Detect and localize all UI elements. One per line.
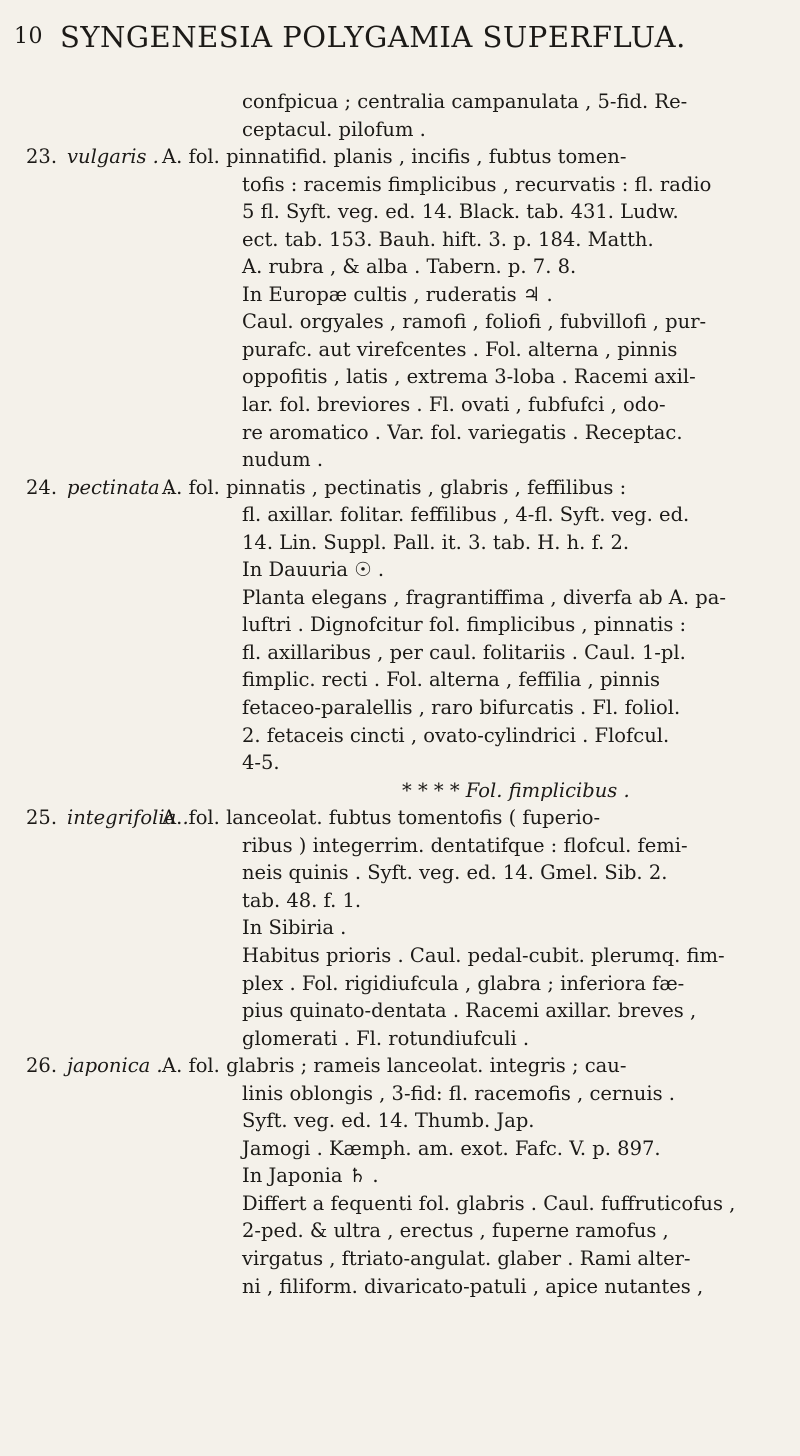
line-text: pius quinato-dentata . Racemi axillar. breves ,: [242, 999, 697, 1023]
text-line: [0, 556, 800, 584]
line-text: Planta elegans , fragrantiffima , diverfa ab A. pa-: [242, 585, 726, 609]
species-entry-line: [0, 143, 800, 171]
species-epithet: vulgaris .: [67, 145, 159, 169]
line-text: linis oblongis , 3-fid: fl. racemofis , cernuis .: [242, 1081, 675, 1105]
text-line: [0, 1245, 800, 1273]
line-text: tofis : racemis fimplicibus , recurvatis : fl. radio: [242, 172, 712, 196]
text-line: [0, 1190, 800, 1218]
line-text: Jamogi . Kæmph. am. exot. Fafc. V. p. 897.: [242, 1136, 661, 1160]
line-text: In Japonia ♄ .: [242, 1164, 379, 1188]
line-text: tab. 48. f. 1.: [242, 888, 362, 912]
page-number: 10: [14, 24, 43, 49]
text-line: [0, 419, 800, 447]
line-text: fimplic. recti . Fol. alterna , feffilia , pinnis: [242, 668, 661, 692]
line-text: Habitus prioris . Caul. pedal-cubit. plerumq. fim-: [242, 943, 725, 967]
line-text: re aromatico . Var. fol. variegatis . Receptac.: [242, 420, 683, 444]
text-line: [0, 446, 800, 474]
species-number: 26.: [26, 1054, 58, 1078]
text-line: [0, 970, 800, 998]
species-number: 24.: [26, 475, 58, 499]
line-text: A. fol. lanceolat. fubtus tomentofis ( fuperio-: [162, 806, 601, 830]
text-line: [0, 1217, 800, 1245]
text-line: [0, 116, 800, 144]
species-entry-line: [0, 1052, 800, 1080]
text-line: [0, 1162, 800, 1190]
species-epithet: japonica .: [67, 1054, 163, 1078]
text-line: [0, 584, 800, 612]
text-line: [0, 887, 800, 915]
text-line: [0, 832, 800, 860]
text-line: [0, 1107, 800, 1135]
text-line: [0, 777, 800, 805]
species-epithet: integrifolia .: [67, 806, 189, 830]
line-text: nudum .: [242, 448, 324, 472]
line-text: fl. axillar. folitar. feffilibus , 4-fl. Syft. veg. ed.: [242, 503, 690, 527]
line-text: fetaceo-paralellis , raro bifurcatis . Fl. foliol.: [242, 696, 681, 720]
line-text: Syft. veg. ed. 14. Thumb. Jap.: [242, 1109, 535, 1133]
line-text: * * * * Fol. fimplicibus .: [402, 778, 630, 802]
text-line: [0, 1135, 800, 1163]
text-line: [0, 666, 800, 694]
text-line: [0, 171, 800, 199]
line-text: plex . Fol. rigidiufcula , glabra ; inferiora fæ-: [242, 971, 685, 995]
line-text: oppofitis , latis , extrema 3-loba . Racemi axil-: [242, 365, 696, 389]
line-text: A. fol. glabris ; rameis lanceolat. integris ; cau-: [162, 1054, 627, 1078]
running-header: [14, 6, 774, 66]
line-text: neis quinis . Syft. veg. ed. 14. Gmel. Sib. 2.: [242, 861, 668, 885]
line-text: 2-ped. & ultra , erectus , fuperne ramofus ,: [242, 1219, 669, 1243]
species-entry-line: [0, 804, 800, 832]
text-line: [0, 1080, 800, 1108]
line-text: luftri . Dignofcitur fol. fimplicibus , pinnatis :: [242, 613, 687, 637]
species-epithet: pectinata .: [67, 475, 173, 499]
line-text: In Europæ cultis , ruderatis ♃ .: [242, 282, 553, 306]
text-line: [0, 1273, 800, 1301]
text-line: [0, 997, 800, 1025]
line-text: Caul. orgyales , ramofi , foliofi , fubvillofi , pur-: [242, 310, 707, 334]
text-line: [0, 308, 800, 336]
line-text: virgatus , ftriato-angulat. glaber . Rami alter-: [242, 1246, 691, 1270]
text-line: [0, 281, 800, 309]
line-text: A. fol. pinnatis , pectinatis , glabris , feffilibus :: [162, 475, 627, 499]
line-text: ect. tab. 153. Bauh. hift. 3. p. 184. Matth.: [242, 227, 654, 251]
text-line: [0, 198, 800, 226]
line-text: 5 fl. Syft. veg. ed. 14. Black. tab. 431. Ludw.: [242, 200, 679, 224]
text-line: [0, 501, 800, 529]
text-line: [0, 88, 800, 116]
text-line: [0, 639, 800, 667]
text-line: [0, 722, 800, 750]
text-line: [0, 1025, 800, 1053]
text-line: [0, 942, 800, 970]
line-text: glomerati . Fl. rotundiufculi .: [242, 1026, 530, 1050]
line-text: ni , filiform. divaricato-patuli , apice nutantes ,: [242, 1274, 704, 1298]
text-line: [0, 611, 800, 639]
text-line: [0, 859, 800, 887]
species-number: 25.: [26, 806, 58, 830]
line-text: 2. fetaceis cincti , ovato-cylindrici . Flofcul.: [242, 723, 670, 747]
text-line: [0, 363, 800, 391]
line-text: 14. Lin. Suppl. Pall. it. 3. tab. H. h. f. 2.: [242, 530, 630, 554]
line-text: 4-5.: [242, 751, 280, 775]
text-line: [0, 226, 800, 254]
text-line: [0, 914, 800, 942]
line-text: lar. fol. breviores . Fl. ovati , fubfufci , odo-: [242, 393, 666, 417]
line-text: Differt a fequenti fol. glabris . Caul. fuffruticofus ,: [242, 1191, 736, 1215]
species-number: 23.: [26, 145, 58, 169]
text-line: [0, 694, 800, 722]
running-title: SYNGENESIA POLYGAMIA SUPERFLUA.: [60, 20, 686, 54]
species-entry-line: [0, 474, 800, 502]
line-text: purafc. aut virefcentes . Fol. alterna , pinnis: [242, 337, 678, 361]
line-text: confpicua ; centralia campanulata , 5-fid. Re-: [242, 90, 688, 113]
line-text: A. fol. pinnatifid. planis , incifis , fubtus tomen-: [162, 145, 627, 169]
text-line: [0, 749, 800, 777]
line-text: ribus ) integerrim. dentatifque : flofcul. femi-: [242, 833, 688, 857]
line-text: fl. axillaribus , per caul. folitariis . Caul. 1-pl.: [242, 640, 686, 664]
text-line: [0, 253, 800, 281]
line-text: In Sibiria .: [242, 916, 347, 940]
text-line: [0, 336, 800, 364]
line-text: A. rubra , & alba . Tabern. p. 7. 8.: [242, 255, 577, 279]
text-line: [0, 529, 800, 557]
line-text: ceptacul. pilofum .: [242, 117, 426, 141]
line-text: In Dauuria ☉ .: [242, 558, 385, 582]
text-line: [0, 391, 800, 419]
body-text: [0, 88, 800, 1300]
